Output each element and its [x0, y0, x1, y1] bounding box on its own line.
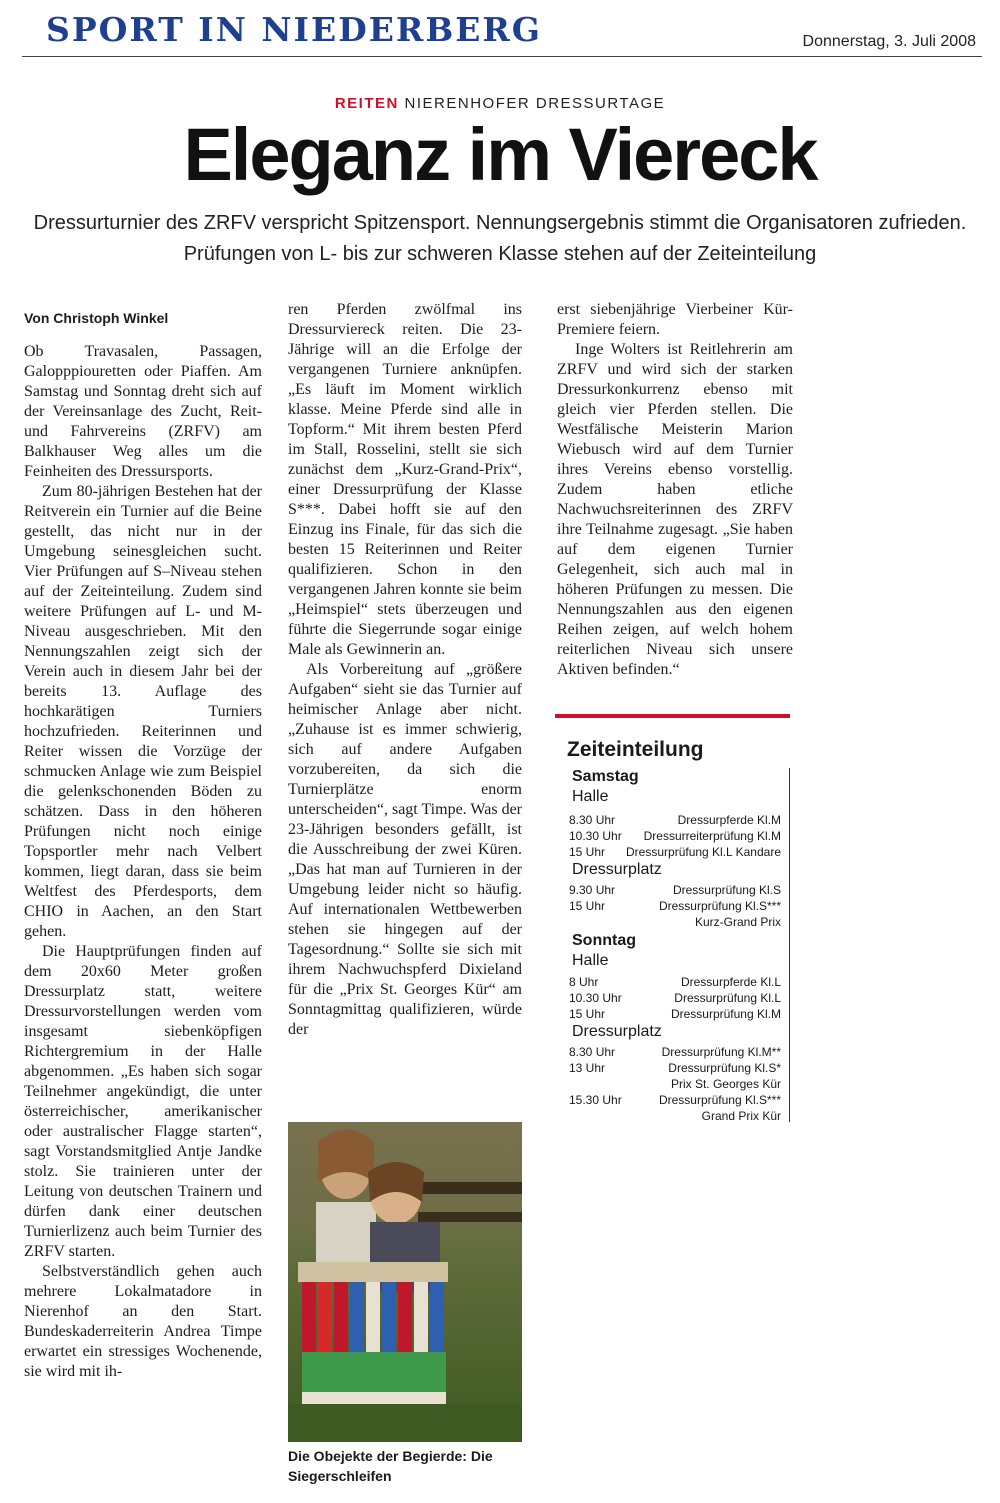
venue-heading: Halle: [572, 952, 609, 969]
photo-image: [288, 1122, 522, 1442]
article-column-2: [288, 300, 522, 1040]
article-column-1: [24, 308, 262, 1382]
kicker-event: NIERENHOFER DRESSURTAGE: [404, 95, 666, 112]
schedule-time: 15 Uhr: [569, 845, 606, 859]
subhead-line: Prüfungen von L- bis zur schweren Klasse stehen auf der Zeiteinteilung: [183, 243, 817, 265]
paragraph: Inge Wolters ist Reitlehrerin am ZRFV und wird sich der starken Dressurkonkurrenz ebenso mit gleich vier Pferden stellen. Die Westfälische Meisterin Marion Wiebusch wird auf dem Turnier ihres Vereins ebenso vorstellig. Zudem haben etliche Nachwuchsreiterinnen des ZRFV ihre Teilnahme zugesagt. „Sie haben auf dem eigenen Turnier Gelegenheit, sich auch mal in höheren Prüfungen zu messen. Die Nennungszahlen aus den eigenen Reihen zeigen, auf welch hohem reiterlichen Niveau sich unsere Aktiven befinden.“: [557, 341, 793, 678]
schedule-time: 15 Uhr: [569, 899, 606, 913]
paragraph: Als Vorbereitung auf „größere Aufgaben“ sieht sie das Turnier auf heimischer Anlage aber nicht. „Zuhause ist es immer schwierig, sich auf andere Aufgaben vorzubereiten, da sich die Turnierplätze enorm unterscheiden“, sagt Timpe. Was der 23-Jährigen besonders gefällt, ist die Ausschreibung der zwei Küren. „Das hat man auf Turnieren in der Umgebung leider nicht so häufig. Auf internationalen Wettbewerben stehen sie hingegen auf der Tagesordnung.“ Sollte sie sich mit ihrem Nachwuchspferd Dixieland für die „Prix St. Georges Kür“ am Sonntagmittag qualifizieren, würde der: [288, 661, 522, 1038]
schedule-time: 15.30 Uhr: [569, 1093, 622, 1107]
article-column-3: [557, 300, 793, 680]
schedule-border: [789, 768, 790, 1122]
venue-heading: Halle: [572, 788, 609, 805]
photo-siegerschleifen: [288, 1122, 522, 1442]
schedule-event: Dressurprüfung Kl.S: [672, 883, 781, 897]
schedule-box: [555, 714, 790, 1122]
schedule-time: 8.30 Uhr: [569, 813, 616, 827]
schedule-event: Kurz-Grand Prix: [694, 915, 781, 929]
schedule-event: Dressurprüfung Kl.L: [674, 991, 781, 1005]
paragraph: erst siebenjährige Vierbeiner Kür-Premiere feiern.: [557, 301, 793, 338]
subhead-line: Dressurturnier des ZRFV verspricht Spitzensport. Nennungsergebnis stimmt die Organisatoren zufrieden.: [33, 212, 967, 234]
headline: Eleganz im Viereck: [183, 113, 817, 196]
paragraph: Die Hauptprüfungen finden auf dem 20x60 Meter großen Dressurplatz statt, weitere Dressurvorstellungen werden vom insgesamt siebenköpfigen Richtergremium in der Halle abgenommen. „Es haben sich sogar Teilnehmer angekündigt, die unter österreichischer, amerikanischer oder australischer Flagge starten“, sagt Vorstandsmitglied Antje Jandke stolz. Sie trainieren unter der Leitung von deutschen Trainern und dürfen dank einer deutschen Turnierlizenz auch beim Turnier des ZRFV starten.: [24, 943, 262, 1260]
paragraph: Selbstverständlich gehen auch mehrere Lokalmatadore in Nierenhof an den Start. Bundeskaderreiterin Andrea Timpe erwartet ein stressiges Wochenende, sie wird mit ih-: [24, 1263, 262, 1380]
schedule-event: Dressurreiterprüfung Kl.M: [643, 829, 781, 843]
day-heading: Sonntag: [572, 932, 636, 949]
paragraph: ren Pferden zwölfmal ins Dressurviereck reiten. Die 23-Jährige will an die Erfolge der vergangenen Turniere anknüpfen. „Es läuft im Moment wirklich klasse. Meine Pferde sind alle in Topform.“ Mit ihrem besten Pferd im Stall, Rosselini, stellt sie sich zunächst dem „Kurz-Grand-Prix“, einer Dressurprüfung der Klasse S***. Dabei hofft sie auf den Einzug ins Finale, für das sich die besten 15 Reiterinnen und Reiter qualifizieren. Schon in den vergangenen Jahren konnte sie beim „Heimspiel“ stets überzeugen und führte die Siegerrunde sogar einige Male als Gewinnerin an.: [288, 301, 522, 658]
paragraph: Zum 80-jährigen Bestehen hat der Reitverein ein Turnier auf die Beine gestellt, das nicht nur in der Umgebung seinesgleichen sucht. Vier Prüfungen auf S–Niveau stehen auf der Zeiteinteilung. Zudem sind weitere Prüfungen auf L- und M-Niveau ausgeschrieben. Mit den Nennungszahlen zeigt sich der Verein auch in diesem Jahr bei der bereits 13. Auflage des hochkarätigen Turniers hochzufrieden. Reiterinnen und Reiter wissen die Vorzüge der schmucken Anlage wie zum Beispiel die gelenkschonenden Böden zu schätzen. Dass in den höheren Prüfungen nicht noch einige Topsportler mehr nach Velbert kommen, liegt daran, dass sie beim Weltfest des Pferdesports, dem CHIO in Aachen, an den Start gehen.: [24, 483, 262, 940]
schedule-time: 8 Uhr: [569, 975, 599, 989]
schedule-event: Dressurprüfung Kl.L Kandare: [626, 845, 781, 859]
schedule-time: 15 Uhr: [569, 1007, 606, 1021]
byline: Von Christoph Winkel: [24, 310, 169, 326]
schedule-time: 10.30 Uhr: [569, 829, 622, 843]
schedule-time: 8.30 Uhr: [569, 1045, 616, 1059]
venue-heading: Dressurplatz: [572, 1023, 662, 1040]
schedule-title: Zeiteinteilung: [567, 738, 704, 761]
schedule-time: 13 Uhr: [569, 1061, 606, 1075]
schedule-event: Dressurprüfung Kl.S*: [668, 1061, 781, 1075]
kicker-topic: REITEN: [334, 95, 399, 112]
kicker: [0, 95, 1000, 112]
schedule-event: Dressurpferde Kl.L: [680, 975, 781, 989]
schedule-event: Grand Prix Kür: [701, 1109, 781, 1123]
schedule-event: Dressurprüfung Kl.S***: [658, 899, 781, 913]
photo-caption: Die Obejekte der Begierde: Die Siegerschleifen: [288, 1448, 493, 1484]
ribbon-group: [302, 1282, 446, 1404]
schedule-event: Dressurpferde Kl.M: [677, 813, 781, 827]
masthead: [22, 6, 982, 57]
schedule-time: 9.30 Uhr: [569, 883, 616, 897]
section-title: SPORT IN NIEDERBERG: [46, 10, 542, 49]
paragraph: Ob Travasalen, Passagen, Galopppiouretten oder Piaffen. Am Samstag und Sonntag dreht sich auf der Vereinsanlage des Zucht, Reit- und Fahrvereins (ZRFV) am Balkhauser Weg alles um die Feinheiten des Dressursports.: [24, 343, 262, 480]
schedule-event: Prix St. Georges Kür: [670, 1077, 781, 1091]
schedule-event: Dressurprüfung Kl.M: [670, 1007, 781, 1021]
subheadline: [20, 208, 980, 270]
issue-date: Donnerstag, 3. Juli 2008: [802, 33, 976, 50]
day-heading: Samstag: [572, 768, 639, 785]
schedule-event: Dressurprüfung Kl.M**: [661, 1045, 781, 1059]
venue-heading: Dressurplatz: [572, 861, 662, 878]
schedule-event: Dressurprüfung Kl.S***: [658, 1093, 781, 1107]
schedule-time: 10.30 Uhr: [569, 991, 622, 1005]
